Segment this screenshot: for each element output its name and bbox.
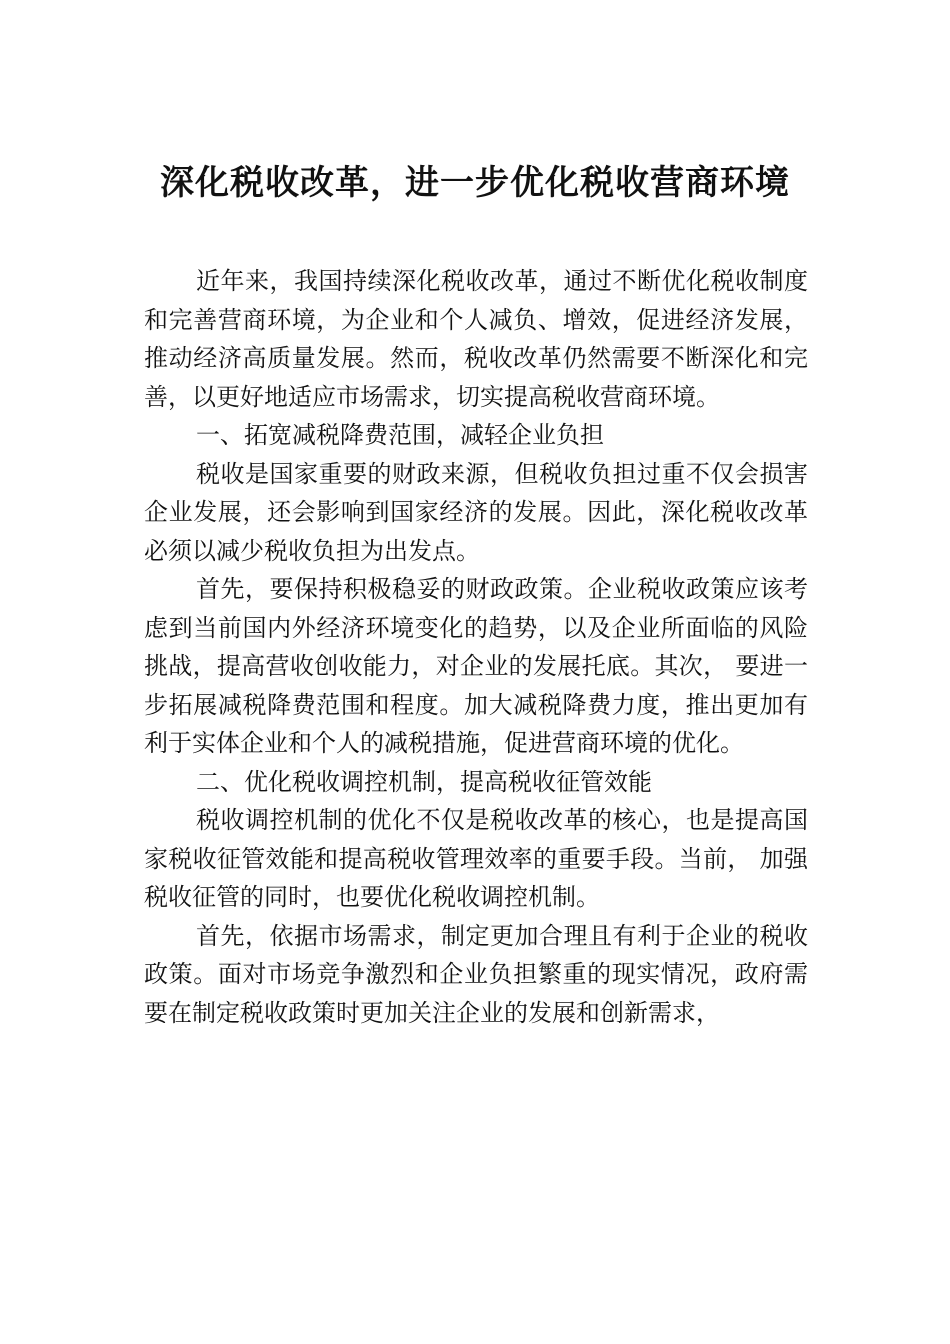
intro-paragraph: 近年来，我国持续深化税收改革，通过不断优化税收制度和完善营商环境，为企业和个人减负、增效，促进经济发展，推动经济高质量发展。然而，税收改革仍然需要不断深化和完善，以更好地适应市场需求，切实提高税收营商环境。 (144, 267, 808, 411)
body-paragraph: 税收调控机制的优化不仅是税收改革的核心，也是提高国家税收征管效能和提高税收管理效率的重要手段。当前， 加强税收征管的同时，也要优化税收调控机制。 (144, 806, 808, 911)
body-paragraph: 首先，依据市场需求，制定更加合理且有利于企业的税收政策。面对市场竞争激烈和企业负担繁重的现实情况，政府需要在制定税收政策时更加关注企业的发展和创新需求， (144, 921, 808, 1027)
document-body (144, 262, 808, 1032)
body-paragraph: 税收是国家重要的财政来源，但税收负担过重不仅会损害企业发展，还会影响到国家经济的发展。因此，深化税收改革必须以减少税收负担为出发点。 (144, 459, 808, 565)
section-heading-2: 二、优化税收调控机制，提高税收征管效能 (196, 767, 652, 796)
body-paragraph: 首先，要保持积极稳妥的财政政策。企业税收政策应该考虑到当前国内外经济环境变化的趋势，以及企业所面临的风险挑战，提高营收创收能力，对企业的发展托底。其次， 要进一步拓展减税降费范围和程度。加大减税降费力度，推出更加有利于实体企业和个人的减税措施，促进营商环境的优化。 (144, 575, 808, 757)
section-heading-1: 一、拓宽减税降费范围，减轻企业负担 (196, 421, 604, 449)
document-title: 深化税收改革，进一步优化税收营商环境 (160, 163, 790, 203)
